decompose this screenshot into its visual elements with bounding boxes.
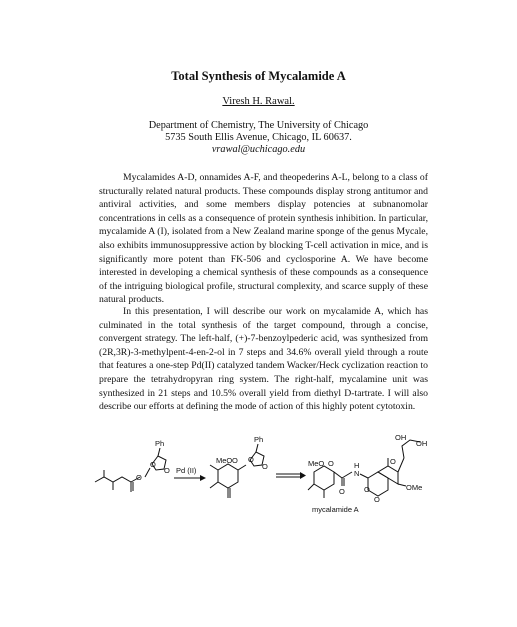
structure-label: N [354, 469, 360, 478]
multistep-arrow [276, 472, 306, 479]
structure-label: O [390, 457, 396, 466]
compound-name-label: mycalamide A [312, 505, 359, 514]
mycalamide-a-structure [308, 433, 427, 514]
reagent-label: Pd (II) [176, 466, 197, 475]
reaction-scheme-drawing [90, 430, 430, 520]
structure-label: O [374, 495, 380, 504]
structure-label: OMe [406, 483, 423, 492]
reaction-arrow [174, 466, 206, 481]
affiliation-department: Department of Chemistry, The University of Chicago [148, 120, 369, 131]
abstract-paragraph-2: In this presentation, I will describe our work on mycalamide A, which has culminated in the total synthesis of the target compound, through a concise, convergent strategy. The left-half, (+)-7-benzoylpederic acid, was synthesized from (2R,3R)-3-methylpent-4-en-2-ol in 7 steps and 34.6% overall yield through a route that features a one-step Pd(II) catalyzed tandem Wacker/Heck cyclization reaction to prepare the tetrahydropyran ring system. The right-half, mycalamine unit was synthesized in 21 steps and 10.5% overall yield from diethyl D-tartrate. I will also describe our efforts at defining the mode of action of this highly potent cytotoxin. [99, 306, 428, 413]
structure-label: O [364, 485, 370, 494]
author-name: Viresh H. Rawal. [222, 96, 295, 107]
structure-label: H [354, 461, 360, 470]
structure-label: Ph [155, 439, 165, 448]
structure-label: O [248, 455, 254, 464]
abstract-paragraph-1: Mycalamides A-D, onnamides A-F, and theopederins A-L, belong to a class of structurally related natural products. These compounds display strong antitumor and antiviral activities, and some members display potencies at subnanomolar concentrations in cells as a consequence of protein synthesis inhibition. In particular, mycalamide A (I), isolated from a New Zealand marine sponge of the genus Mycale, also exhibits immunosuppressive action by blocking T-cell activation in mice, and is significantly more potent than FK-506 and cyclosporine A. We have become interested in developing a chemical synthesis of these compounds as a consequence of the intriguing biological profile, structural complexity, and scarce supply of these natural products. [99, 172, 428, 306]
reaction-scheme [90, 430, 430, 520]
structure-label: OH [395, 433, 407, 442]
intermediate-structure [210, 435, 268, 498]
structure-label: MeO [216, 456, 233, 465]
structure-label: O [150, 460, 156, 469]
structure-label: O [232, 456, 238, 465]
affiliation-address: 5735 South Ellis Avenue, Chicago, IL 60637. [165, 132, 352, 143]
paper-title: Total Synthesis of Mycalamide A [171, 69, 346, 83]
structure-label: O [136, 473, 142, 482]
author-email: vrawal@uchicago.edu [211, 144, 306, 155]
structure-label: O [164, 466, 170, 475]
structure-label: OH [416, 439, 428, 448]
structure-label: O [339, 487, 345, 496]
structure-label: Ph [254, 435, 264, 444]
structure-label: O [328, 459, 334, 468]
starting-material-structure [95, 439, 170, 492]
structure-label: O [262, 462, 268, 471]
structure-label: MeO [308, 459, 325, 468]
